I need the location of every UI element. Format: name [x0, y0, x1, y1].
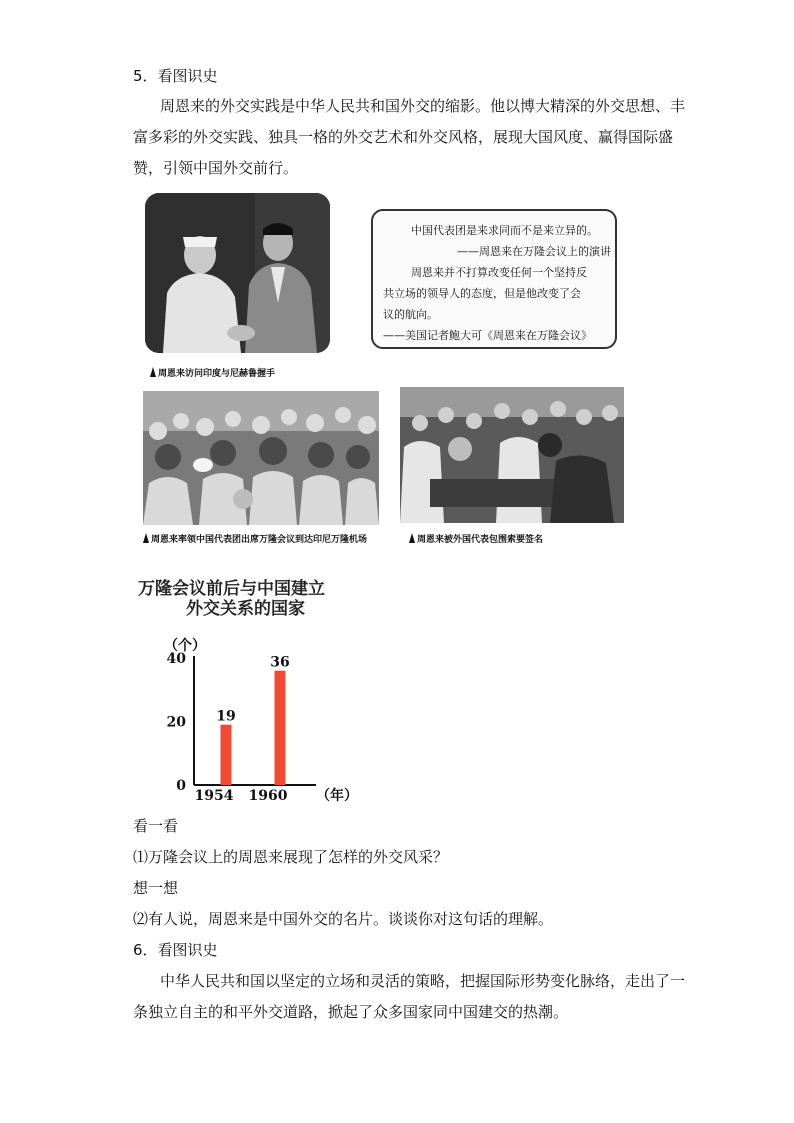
x-tick-label: 1960 — [248, 788, 288, 804]
data-label: 19 — [216, 708, 236, 725]
photo1-caption: 周恩来访问印度与尼赫鲁握手 — [150, 366, 275, 379]
y-tick-label: 20 — [166, 714, 186, 731]
airport-photo-image — [143, 391, 379, 525]
bar — [275, 671, 286, 785]
question-1: ⑴万隆会议上的周恩来展现了怎样的外交风采？ — [133, 848, 449, 866]
chart-title-line1: 万隆会议前后与中国建立 — [138, 579, 325, 599]
autograph-photo-image — [400, 387, 624, 523]
photo2-caption: 周恩来率领中国代表团出席万隆会议到达印尼万隆机场 — [143, 532, 367, 545]
quote-source: ——周恩来在万隆会议上的演讲 — [457, 245, 611, 258]
look-label: 看一看 — [133, 817, 179, 835]
arrow-up-icon — [143, 533, 149, 543]
section6-line2: 条独立自主的和平外交道路，掀起了众多国家同中国建交的热潮。 — [133, 1003, 569, 1021]
quote-line: 中国代表团是来求同而不是来立异的。 — [411, 224, 598, 237]
section5-intro-line2: 富多彩的外交实践、独具一格的外交艺术和外交风格，展现大国风度、赢得国际盛 — [133, 128, 674, 146]
data-label: 36 — [270, 654, 290, 671]
y-tick-label: 0 — [176, 778, 186, 794]
quote-box — [371, 209, 617, 349]
bar — [221, 725, 232, 785]
diplomacy-bar-chart — [130, 570, 360, 810]
section6-heading: 6．看图识史 — [133, 941, 218, 959]
handshake-photo-image — [145, 193, 330, 353]
quote-line: 议的航向。 — [383, 308, 438, 321]
autograph-photo — [400, 387, 624, 523]
question-2: ⑵有人说，周恩来是中国外交的名片。谈谈你对这句话的理解。 — [133, 910, 554, 928]
think-label: 想一想 — [133, 879, 179, 897]
section6-line1: 中华人民共和国以坚定的立场和灵活的策略，把握国际形势变化脉络，走出了一 — [160, 972, 686, 990]
arrow-up-icon — [150, 367, 156, 377]
chart-y-unit: （个） — [164, 638, 206, 654]
section5-intro-line3: 赞，引领中国外交前行。 — [133, 159, 299, 177]
section5-intro-line1: 周恩来的外交实践是中华人民共和国外交的缩影。他以博大精深的外交思想、丰 — [160, 97, 686, 115]
quote-line: 共立场的领导人的态度，但是他改变了会 — [383, 287, 581, 300]
section5-heading: 5．看图识史 — [133, 67, 218, 85]
chart-title-line2: 外交关系的国家 — [186, 599, 305, 619]
handshake-photo — [145, 193, 330, 353]
y-tick-label: 40 — [166, 651, 186, 667]
photo3-caption: 周恩来被外国代表包围索要签名 — [409, 532, 543, 545]
airport-photo — [143, 391, 379, 525]
quote-line: 周恩来并不打算改变任何一个坚持反 — [411, 266, 587, 279]
quote-source: ——美国记者鲍大可《周恩来在万隆会议》 — [383, 329, 592, 342]
x-tick-label: 1954 — [194, 788, 234, 804]
arrow-up-icon — [409, 533, 415, 543]
chart-x-unit: （年） — [316, 788, 358, 804]
